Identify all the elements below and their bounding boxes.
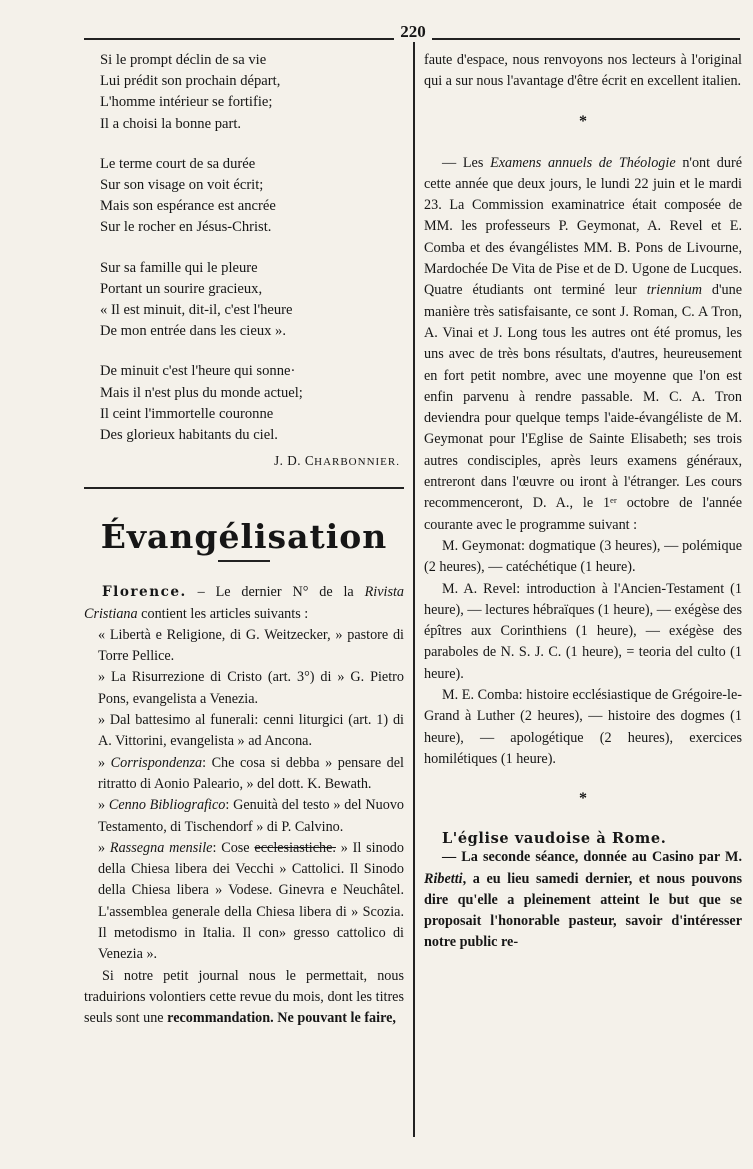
exams-title: Examens annuels de Théologie — [490, 154, 676, 171]
asterism: * — [579, 790, 587, 808]
poem-verse: Il a choisi la bonne part. — [100, 115, 242, 132]
column-divider — [413, 42, 415, 1137]
poem-verse: Sur sa famille qui le pleure — [100, 259, 258, 276]
poem-verse: Le terme court de sa durée — [100, 155, 256, 172]
rome-text: , a eu lieu samedi dernier, et nous pouvons dire qu'elle a pleinement atteint le but que se proposait l'honorable pasteur, savoir d'intéresser notre public re- — [424, 870, 742, 951]
poem-verse: Sur le rocher en Jésus-Christ. — [100, 219, 272, 236]
asterism: * — [579, 112, 587, 130]
article-item-text: : Cose — [212, 839, 255, 856]
poem-verse: Il ceint l'immortelle couronne — [100, 405, 274, 422]
poem-verse: L'homme intérieur se fortifie; — [100, 94, 273, 111]
florence-intro — [84, 582, 404, 625]
article-item: « Libertà e Religione, di G. Weitzecker, » pastore di Torre Pellice. — [98, 626, 404, 665]
signature-rest: HARBONNIER. — [314, 456, 400, 469]
signature-initials: J. D. C — [273, 453, 315, 469]
poem-verse: Mais son espérance est ancrée — [100, 198, 276, 215]
article-item: » La Risurrezione di Cristo (art. 3°) di » G. Pietro Pons, evangelista a Venezia. — [98, 669, 404, 707]
poem-verse: De minuit c'est l'heure qui sonne· — [100, 363, 296, 380]
poem-stanza — [100, 361, 404, 446]
exams-text: — Les — [442, 154, 491, 171]
exams-paragraph — [424, 153, 742, 536]
article-item-text: » — [98, 839, 110, 856]
header-rule-left — [84, 38, 394, 40]
exams-text: n'ont duré cette année que deux jours, le lundi 22 juin et le mardi 23. La Commission examinatrice était composée de MM. les professeurs P. Geymonat, A. Revel et E. Comba et des évangélistes MM. B. Pons de Livourne, Mardochée De Vita de Pise et de D. Ugone de Lucques. Quatre étudiants ont terminé leur — [424, 154, 742, 299]
exams-text: d'une manière très satisfaisante, ce sont J. Roman, C. A Tron, A. Vinai et J. Long tous les autres ont été promus, les uns avec de très bons résultats, d'autres, heureusement en fort petit nombre, avec une moyenne que l'on est enfin parvenu à rendre passable. M. C. A. Tron deviendra pour quelque temps l'aide-évangéliste de M. Geymonat pour l'Eglise de Sainte Elisabeth; ses trois autres condisciples, après leurs examens généraux, entreront dans l'œuvre ou iront à l'étranger. Les cours recommenceront, D. A., le 1ᵉʳ octobre de l'année courante avec le programme suivant : — [424, 282, 742, 533]
rome-heading: L'église vaudoise à Rome. — [442, 830, 667, 848]
poem-stanza — [100, 258, 404, 343]
struck-text: ecclesiastiche. — [254, 839, 336, 856]
poem-verse: « Il est minuit, dit-il, c'est l'heure — [100, 302, 293, 319]
poem-stanza — [100, 50, 404, 135]
article-item-text: » Il sinodo della Chiesa libera dei Vecchi » Cattolici. Il Sinodo della Chiesa libera » Vodese. Ginevra e Neuchâtel. L'assemblea generale della Chiesa libera di » Scozia. Il metodismo in Italia. Il con» gresso cattolico di Venezia ». — [98, 839, 404, 963]
exams-term: triennium — [646, 282, 702, 299]
article-item: » Dal battesimo al funerali: cenni liturgici (art. 1) di A. Vittorini, evangelista » ad Ancona. — [98, 712, 404, 750]
article-item-text: : Che cosa si debba » pensare del ritratto di Aonio Paleario, » del dott. K. Bewath. — [98, 754, 404, 792]
continuation-paragraph: faute d'espace, nous renvoyons nos lecteurs à l'original qui a sur nous l'avantage d'être écrit en excellent italien. — [424, 52, 742, 90]
rome-name: Ribetti — [424, 870, 463, 887]
poem-verse: Si le prompt déclin de sa vie — [100, 52, 267, 68]
florence-closing — [84, 966, 404, 1030]
rome-text: — La seconde séance, donnée au Casino par M. — [442, 849, 742, 866]
article-item-text: : Genuità del testo » del Nuovo Testamento, di Tischendorf » di P. Calvino. — [98, 797, 405, 835]
poem-verse: De mon entrée dans les cieux ». — [100, 323, 287, 340]
poem-verse: Sur son visage on voit écrit; — [100, 177, 264, 194]
article-item-text: » — [98, 797, 109, 814]
poem-signature — [84, 453, 404, 469]
section-title: Évangélisation — [100, 517, 388, 557]
closing-text: Si notre petit journal nous le permettait, nous traduirions volontiers cette revue du mois, dont les titres seuls sont une — [84, 967, 404, 1027]
article-item — [84, 838, 404, 966]
section-rule — [84, 487, 404, 489]
header-rule-right — [432, 38, 740, 40]
poem-verse: Des glorieux habitants du ciel. — [100, 427, 278, 444]
poem-verse: Portant un sourire gracieux, — [100, 280, 263, 297]
rome-paragraph — [424, 847, 742, 953]
page-number: 220 — [400, 22, 426, 41]
article-item-rubric: Cenno Bibliografico — [108, 797, 226, 814]
florence-intro-text: – Le dernier N° de la — [186, 584, 365, 601]
article-item-text: » — [98, 754, 111, 771]
poem-stanza — [100, 154, 404, 239]
poem-verse: Lui prédit son prochain départ, — [100, 73, 281, 90]
florence-intro-title: Rivista Cristiana — [84, 584, 404, 622]
program-item: M. A. Revel: introduction à l'Ancien-Testament (1 heure), — lectures hébraïques (1 heure), — exégèse des épîtres aux Corinthiens (1 heure), — exégèse des paraboles de N. S. J. C. (1 heure), = teoria del culto (1 heure). — [424, 580, 742, 682]
article-item — [84, 753, 404, 796]
florence-intro-text: contient les articles suivants : — [137, 605, 309, 622]
article-item — [84, 795, 404, 838]
program-item: M. Geymonat: dogmatique (3 heures), — polémique (2 heures), — catéchétique (1 heure). — [424, 537, 742, 576]
article-item-rubric: Corrispondenza — [110, 754, 203, 771]
title-dash — [218, 560, 270, 562]
program-item: M. E. Comba: histoire ecclésiastique de Grégoire-le-Grand à Luther (2 heures), — histoire des dogmes (1 heure), — apologétique (2 heures), exercices homilétiques (1 heure). — [424, 687, 742, 767]
poem-verse: Mais il n'est plus du monde actuel; — [100, 384, 303, 401]
left-column — [84, 50, 404, 1029]
poem — [84, 50, 404, 469]
right-column — [424, 50, 742, 954]
article-item-rubric: Rassegna mensile — [109, 839, 213, 856]
closing-bold-text: recommandation. Ne pouvant le faire, — [167, 1010, 396, 1027]
florence-runin: Florence. — [102, 584, 187, 601]
